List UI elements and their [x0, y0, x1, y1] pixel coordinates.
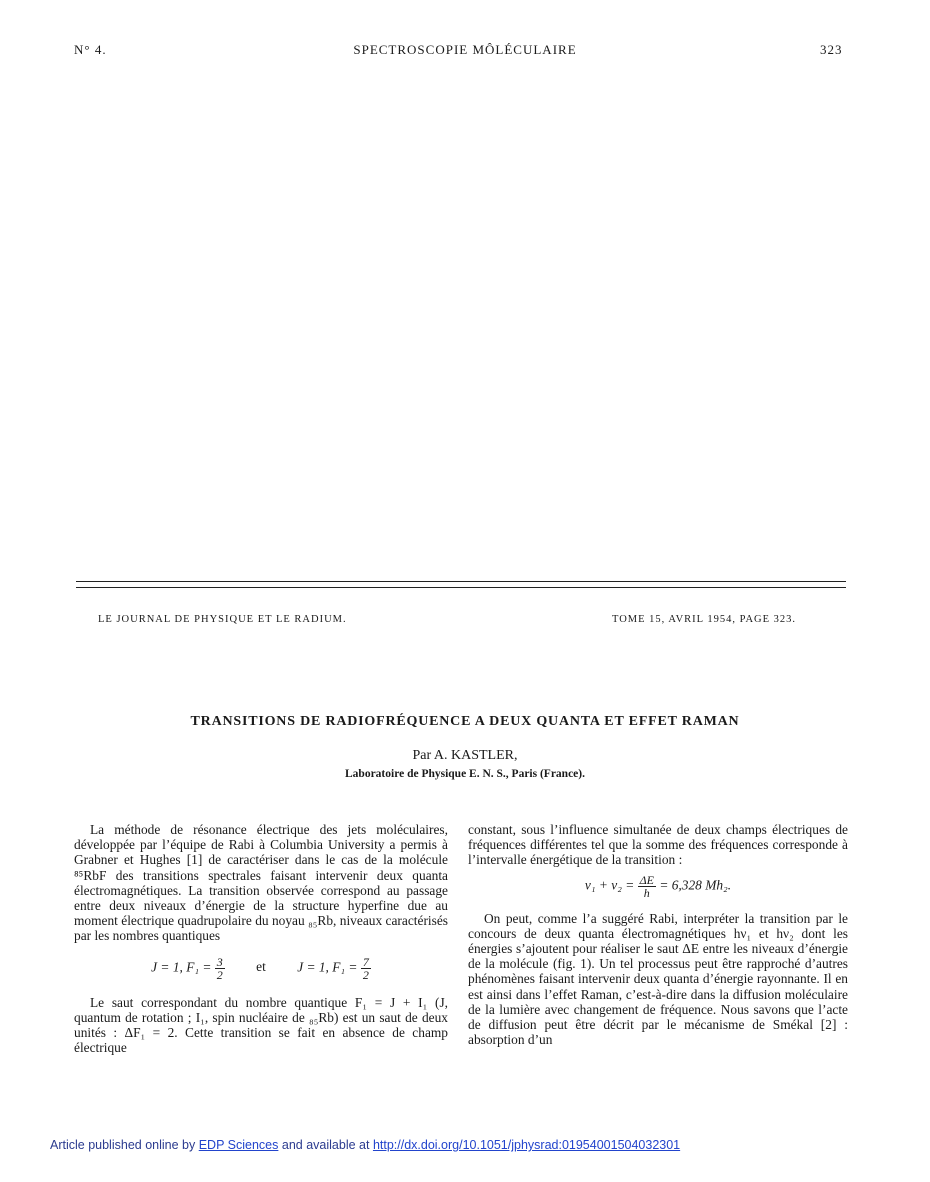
- eq2-frac: $\frac{\Delta E}{h}$: [639, 872, 654, 900]
- eq2-lhs: ν₁ + ν₂ =: [584, 877, 635, 893]
- journal-issue: TOME 15, AVRIL 1954, PAGE 323.: [612, 614, 797, 625]
- article-affiliation: Laboratoire de Physique E. N. S., Paris (France).: [345, 768, 585, 780]
- footer-prefix: Article published online by: [50, 1138, 196, 1152]
- eq1-lhs-a: J = 1, F₁ =: [151, 959, 212, 975]
- separator-rule-top: [76, 581, 846, 582]
- journal-name: LE JOURNAL DE PHYSIQUE ET LE RADIUM.: [98, 614, 347, 625]
- doi-link[interactable]: http://dx.doi.org/10.1051/jphysrad:01954001504032301: [372, 1138, 681, 1152]
- separator-rule-bottom: [76, 587, 846, 588]
- article-title: TRANSITIONS DE RADIOFRÉQUENCE A DEUX QUANTA ET EFFET RAMAN: [190, 714, 740, 729]
- equation-frequency-sum: [468, 874, 848, 899]
- right-paragraph-1: constant, sous l’influence simultanée de deux champs électriques de fréquences différentes tel que la somme des fréquences corresponde à l’intervalle énergétique de la transition :: [468, 822, 848, 868]
- eq1-frac-b: $\frac{7}{2}$: [362, 954, 369, 982]
- eq1-et: et: [256, 959, 266, 975]
- left-paragraph-1: La méthode de résonance électrique des jets moléculaires, développée par l’équipe de Rabi à Columbia University a permis à Grabner et Hughes [1] de caractériser dans le cas de la molécule ⁸⁵RbF des transitions spectrales faisant intervenir deux quanta électromagnétiques. La transition observée correspond au passage entre deux niveaux d’énergie de la structure hyperfine due au moment électrique quadrupolaire du noyau ₈₅Rb, niveaux caractérisés par les nombres quantiques: [74, 822, 448, 944]
- running-section-title: SPECTROSCOPIE MÔLÉCULAIRE: [353, 42, 577, 57]
- right-column: [468, 822, 848, 1047]
- eq2-rhs: = 6,328 Mh₂.: [659, 877, 732, 893]
- equation-quantum-numbers: [74, 956, 448, 981]
- page-number-prefix: N° 4.: [74, 42, 107, 57]
- left-column: [74, 822, 448, 1055]
- footer-middle: and available at: [281, 1138, 370, 1152]
- eq1-lhs-b: J = 1, F₁ =: [297, 959, 358, 975]
- eq1-frac-a: $\frac{3}{2}$: [216, 954, 223, 982]
- left-paragraph-2: Le saut correspondant du nombre quantique F₁ = J + I₁ (J, quantum de rotation ; I₁, spin nucléaire de ₈₅Rb) est un saut de deux unités : ΔF₁ = 2. Cette transition se fait en absence de champ électrique: [74, 994, 448, 1056]
- publisher-link[interactable]: EDP Sciences: [198, 1138, 279, 1152]
- publication-footer: [50, 1138, 680, 1152]
- article-author: Par A. KASTLER,: [412, 748, 518, 763]
- page-number: 323: [820, 42, 843, 57]
- right-paragraph-2: On peut, comme l’a suggéré Rabi, interpréter la transition par le concours de deux quanta électromagnétiques hν₁ et hν₂ dont les énergies s’ajoutent pour réaliser le saut ΔE entre les niveaux d’énergie de la molécule (fig. 1). Un tel processus peut être rapproché d’autres phénomènes faisant intervenir deux quanta d’énergie rayonnante. Il en est ainsi dans l’effet Raman, c’est-à-dire dans la diffusion moléculaire de la lumière avec changement de fréquence. Nous savons que l’acte de diffusion peut être décrit par le mécanisme de Smékal [2] : absorption d’un: [468, 910, 848, 1048]
